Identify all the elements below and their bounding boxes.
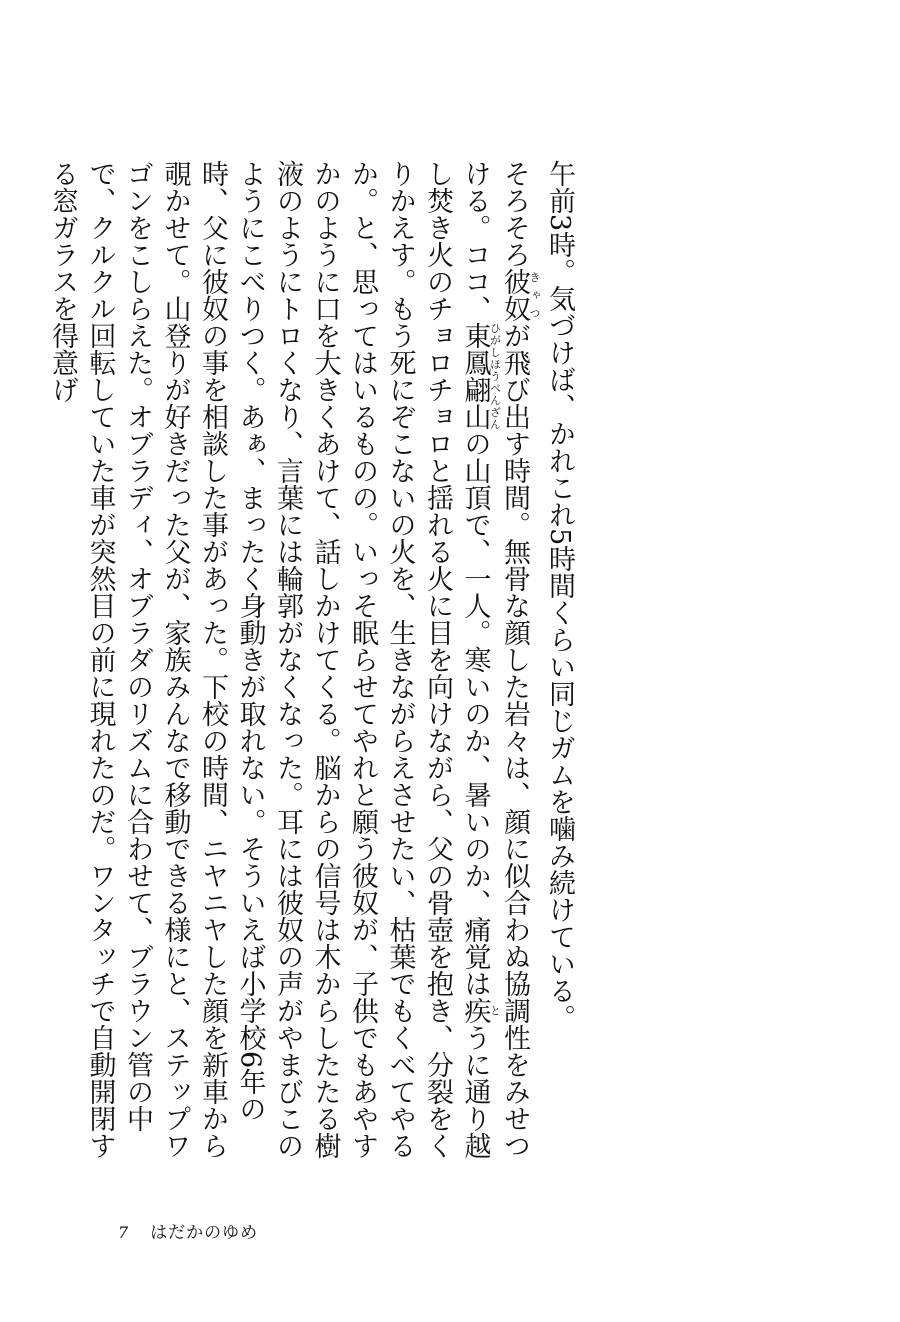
paragraph-1 bbox=[541, 160, 579, 1160]
paragraph-2-text-b: が飛び出す時間。無骨な顔した岩々は、顔に似合わぬ協調性をみせつける。ココ、 bbox=[459, 160, 530, 1159]
ruby-mountain-name bbox=[459, 322, 502, 430]
ruby-mountain-name-reading: ひがしほうべんざん bbox=[488, 322, 502, 430]
ruby-to-base: 疾 bbox=[459, 997, 491, 1024]
ruby-kyatsu-base: 彼奴 bbox=[499, 268, 530, 322]
paragraph-2-text-c: の山頂で、一人。寒いのか、暑いのか、痛覚は bbox=[459, 430, 491, 997]
paragraph-2-text-a: そろそろ bbox=[499, 160, 530, 268]
paragraph-1-text: 午前3時。気づけば、かれこれ5時間くらい同じガムを噛み続けている。 bbox=[544, 160, 575, 1032]
body-text bbox=[47, 160, 578, 1160]
page-footer bbox=[118, 1218, 258, 1248]
paragraph-2 bbox=[44, 160, 541, 1160]
ruby-mountain-name-base: 東鳳翩山 bbox=[459, 322, 491, 430]
ruby-kyatsu bbox=[499, 268, 541, 322]
page-number: 7 bbox=[118, 1223, 129, 1242]
book-title: はだかのゆめ bbox=[150, 1223, 259, 1243]
ruby-kyatsu-reading: きゃつ bbox=[528, 268, 541, 322]
ruby-to bbox=[459, 997, 502, 1024]
ruby-to-reading: と bbox=[488, 997, 502, 1024]
paragraph-2-text-d: うに通り越し焚き火のチョロチョロと揺れる火に目を向けながら、父の骨壺を抱き、分裂をくりかえす。もう死にぞこないの火を、生きながらえさせたい、枯葉でもくべてやるか。と、思ってはいるものの。いっそ眠らせてやれと願う彼奴が、子供でもあやすかのように口を大きくあけて、話しかけてくる。脳からの信号は木からしたたる樹液のようにトロくなり、言葉には輪郭がなくなった。耳には彼奴の声がやまびこのようにこべりつく。あぁ、まったく身動きが取れない。そういえば小学校6年の時、父に彼奴の事を相談した事があった。下校の時間、ニヤニヤした顔を新車から覗かせて。山登りが好きだった父が、家族みんなで移動できる様にと、ステップワゴンをこしらえた。オブラディ、オブラダのリズムに合わせて、ブラウン管の中で、クルクル回転していた車が突然目の前に現れたのだ。ワンタッチで自動開閉する窓ガラスを得意げ bbox=[47, 160, 491, 1159]
